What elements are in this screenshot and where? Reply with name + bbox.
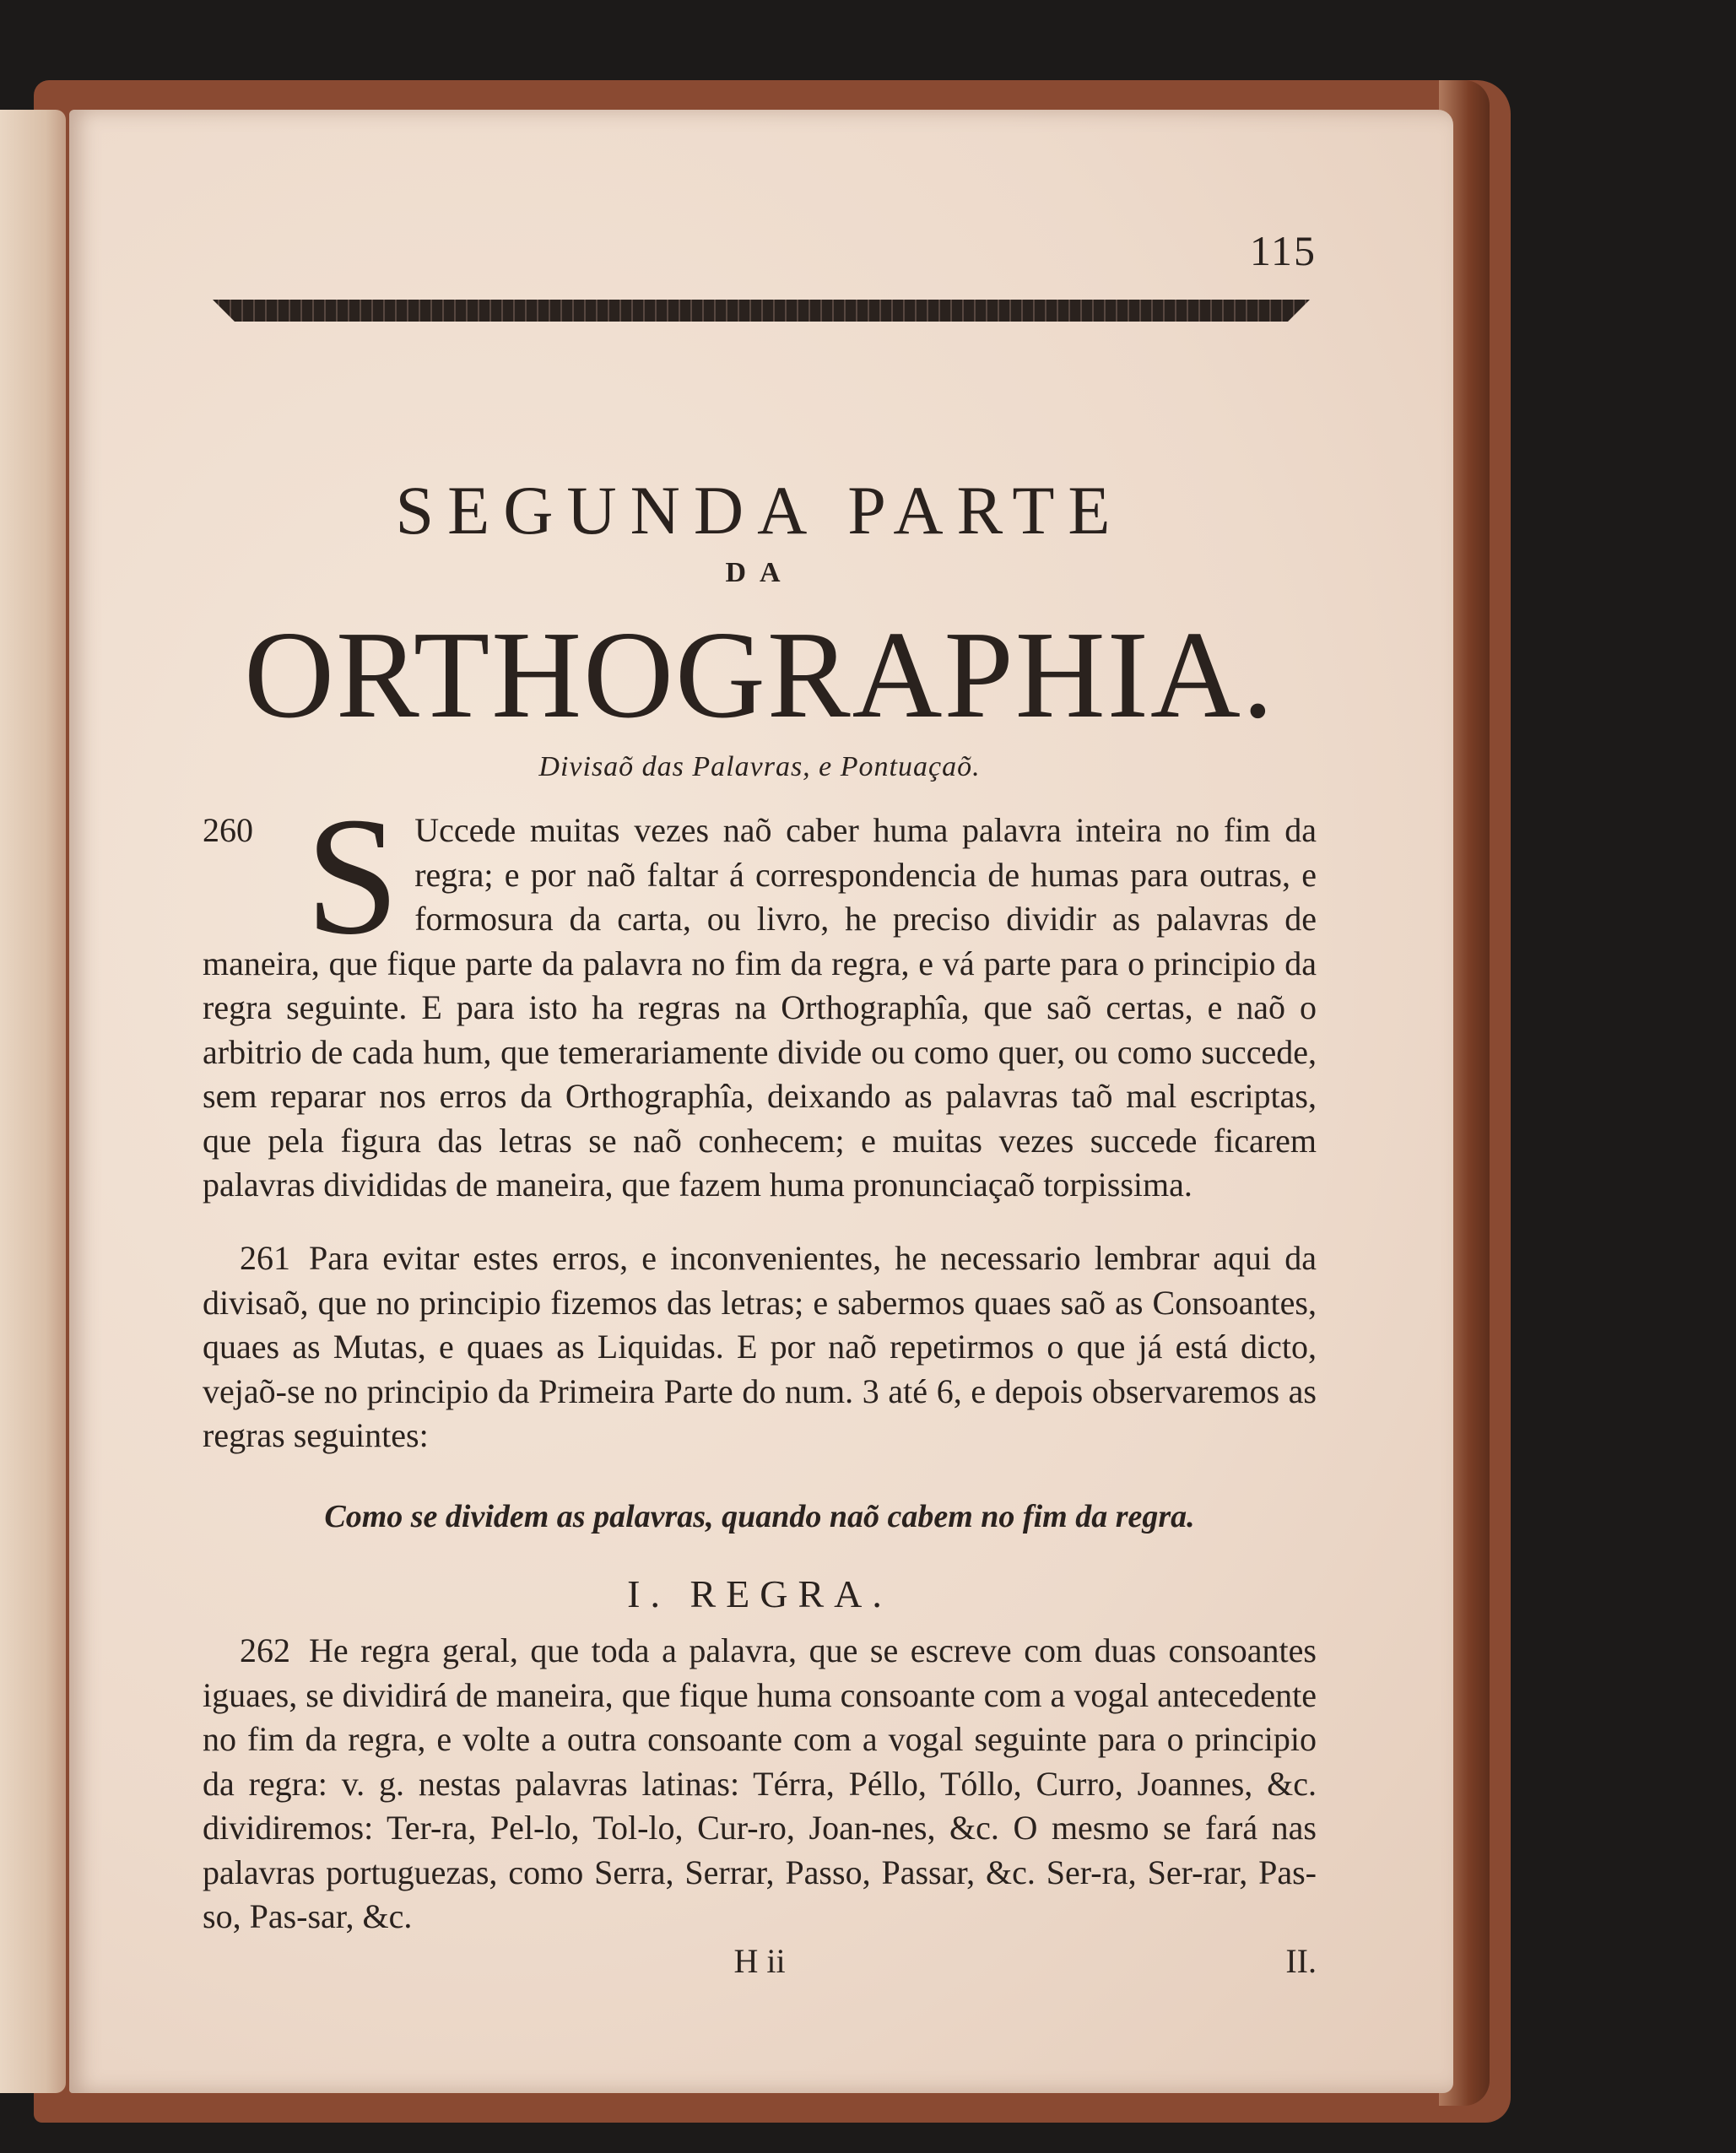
paragraph-number: 260 (203, 811, 253, 849)
chapter-subtitle: Divisaõ das Palavras, e Pontuaçaõ. (538, 751, 981, 782)
paragraph-text: Para evitar estes erros, e inconvenientes, he necessario lembrar aqui da divisaõ, que no principio fizemos das letras; e sabermos quaes saõ as Consoantes, quaes as Mutas, e quaes as Liquidas. E por naõ repetirmos o que já está dicto, vejaõ-se no principio da Primeira Parte do num. 3 até 6, e depois observaremos as regras seguintes: (203, 1239, 1317, 1454)
title-da: DA (725, 557, 794, 588)
section-heading: Como se dividem as palavras, quando naõ cabem no fim da regra. (324, 1499, 1195, 1534)
paragraph-text: He regra geral, que toda a palavra, que se escreve com duas consoantes iguaes, se dividirá de maneira, que fique huma consoante com a vogal antecedente no fim da regra, e volte a outra consoante com a vogal seguinte para o principio da regra: v. g. nestas palavras latinas: Térra, Péllo, Tóllo, Curro, Joannes, &c. dividiremos: Ter-ra, Pel-lo, Tol-lo, Cur-ro, Joan-nes, &c. O mesmo se fará nas palavras portuguezas, como Serra, Serrar, Passo, Passar, &c. Ser-ra, Ser-rar, Pas-so, Pas-sar, &c. (203, 1631, 1317, 1935)
drop-cap: S (306, 783, 400, 970)
signature-mark: H ii (733, 1942, 786, 1980)
catchword: II. (1285, 1942, 1317, 1980)
paragraph-text: Uccede muitas vezes naõ caber huma palavra inteira no fim da regra; e por naõ faltar á correspondencia de humas para outras, e formosura da carta, ou livro, he preciso dividir as palavras de maneira, que fique parte da palavra no fim da regra, e vá parte para o principio da regra seguinte. E para isto ha regras na Orthographîa, que saõ certas, e naõ o arbitrio de cada hum, que temerariamente divide ou como quer, ou como succede, sem reparar nos erros da Orthographîa, deixando as palavras taõ mal escriptas, que pela figura das letras se naõ conhecem; e muitas vezes succede ficarem palavras divididas de maneira, que fazem huma pronunciaçaõ torpissima. (203, 811, 1317, 1204)
facing-page-edge (0, 110, 66, 2093)
ornamental-rule (213, 300, 1310, 322)
book-page (69, 110, 1453, 2093)
title-segunda-parte: SEGUNDA PARTE (395, 472, 1124, 549)
paragraph-number: 261 (240, 1239, 290, 1277)
title-orthographia: ORTHOGRAPHIA. (244, 606, 1275, 744)
paragraph-261 (203, 1236, 1317, 1458)
page-number: 115 (1249, 227, 1317, 274)
paragraph-262 (203, 1629, 1317, 1939)
rule-heading: I. REGRA. (627, 1572, 892, 1615)
paragraph-number: 262 (240, 1631, 290, 1669)
paragraph-260 (203, 783, 1317, 1208)
page-content (203, 110, 1317, 2093)
